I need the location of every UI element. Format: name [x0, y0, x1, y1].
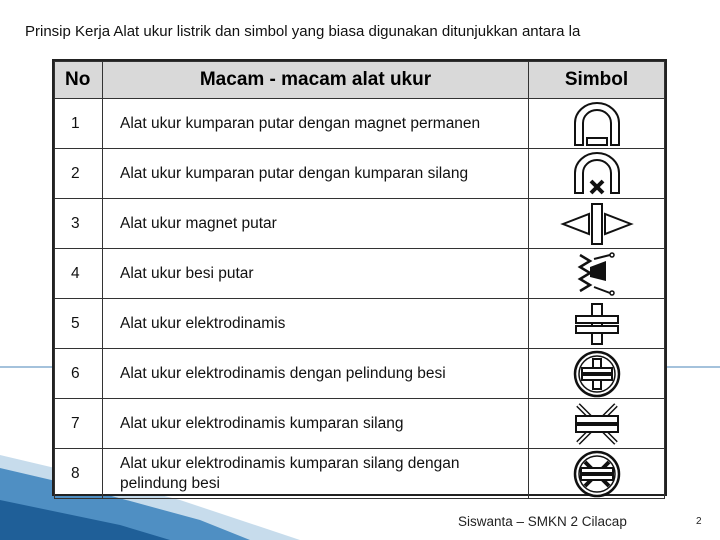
header-instrument-type: Macam - macam alat ukur — [103, 62, 529, 99]
row-number: 1 — [55, 99, 103, 149]
crossed-coil-moving-coil-icon — [567, 151, 627, 197]
instrument-name: Alat ukur elektrodinamis dengan pelindung besi — [103, 349, 529, 399]
table-row — [55, 299, 665, 349]
row-number: 4 — [55, 249, 103, 299]
table-row — [55, 99, 665, 149]
footer-credit: Siswanta – SMKN 2 Cilacap — [458, 514, 627, 529]
electrodynamic-icon — [572, 302, 622, 346]
table-row — [55, 249, 665, 299]
instrument-name: Alat ukur kumparan putar dengan magnet permanen — [103, 99, 529, 149]
instrument-name: Alat ukur elektrodinamis — [103, 299, 529, 349]
shielded-electrodynamic-icon — [572, 350, 622, 398]
instrument-name: Alat ukur magnet putar — [103, 199, 529, 249]
page-number: 2 — [696, 516, 702, 527]
moving-iron-icon — [572, 251, 622, 297]
slide-title: Prinsip Kerja Alat ukur listrik dan simbol yang biasa digunakan ditunjukkan antara la — [25, 23, 581, 40]
permanent-magnet-moving-coil-icon — [567, 101, 627, 147]
row-number: 8 — [55, 449, 103, 499]
shielded-crossed-coil-electrodynamic-icon — [572, 450, 622, 498]
instrument-name: Alat ukur besi putar — [103, 249, 529, 299]
table-row — [55, 399, 665, 449]
row-number: 6 — [55, 349, 103, 399]
header-no: No — [55, 62, 103, 99]
table-header-row — [55, 62, 665, 99]
row-number: 3 — [55, 199, 103, 249]
row-number: 7 — [55, 399, 103, 449]
instrument-symbol-table — [52, 59, 667, 496]
instrument-name: Alat ukur kumparan putar dengan kumparan silang — [103, 149, 529, 199]
table-row — [55, 349, 665, 399]
row-number: 5 — [55, 299, 103, 349]
crossed-coil-electrodynamic-icon — [572, 401, 622, 447]
table-row — [55, 449, 665, 499]
table-row — [55, 199, 665, 249]
row-number: 2 — [55, 149, 103, 199]
instrument-name: Alat ukur elektrodinamis kumparan silang dengan pelindung besi — [103, 449, 529, 499]
instrument-name: Alat ukur elektrodinamis kumparan silang — [103, 399, 529, 449]
header-symbol: Simbol — [529, 62, 665, 99]
moving-magnet-icon — [559, 202, 635, 246]
table-row — [55, 149, 665, 199]
